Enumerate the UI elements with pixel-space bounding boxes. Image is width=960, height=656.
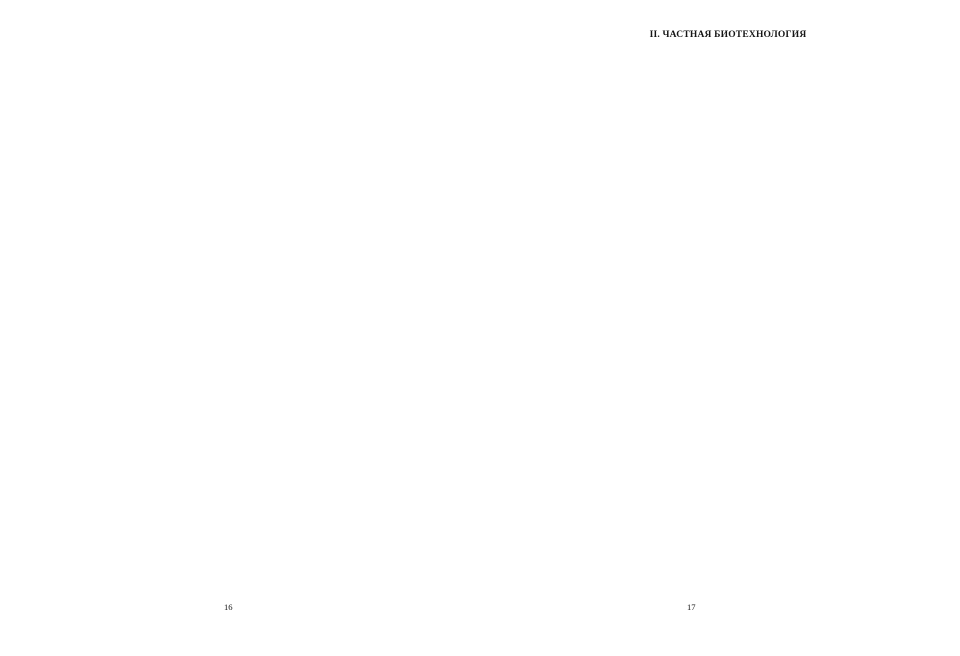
page-number-left: 16	[224, 602, 233, 612]
right-page	[480, 0, 960, 656]
page-number-right: 17	[687, 602, 696, 612]
chapter-heading: II. ЧАСТНАЯ БИОТЕХНОЛОГИЯ	[649, 30, 807, 40]
